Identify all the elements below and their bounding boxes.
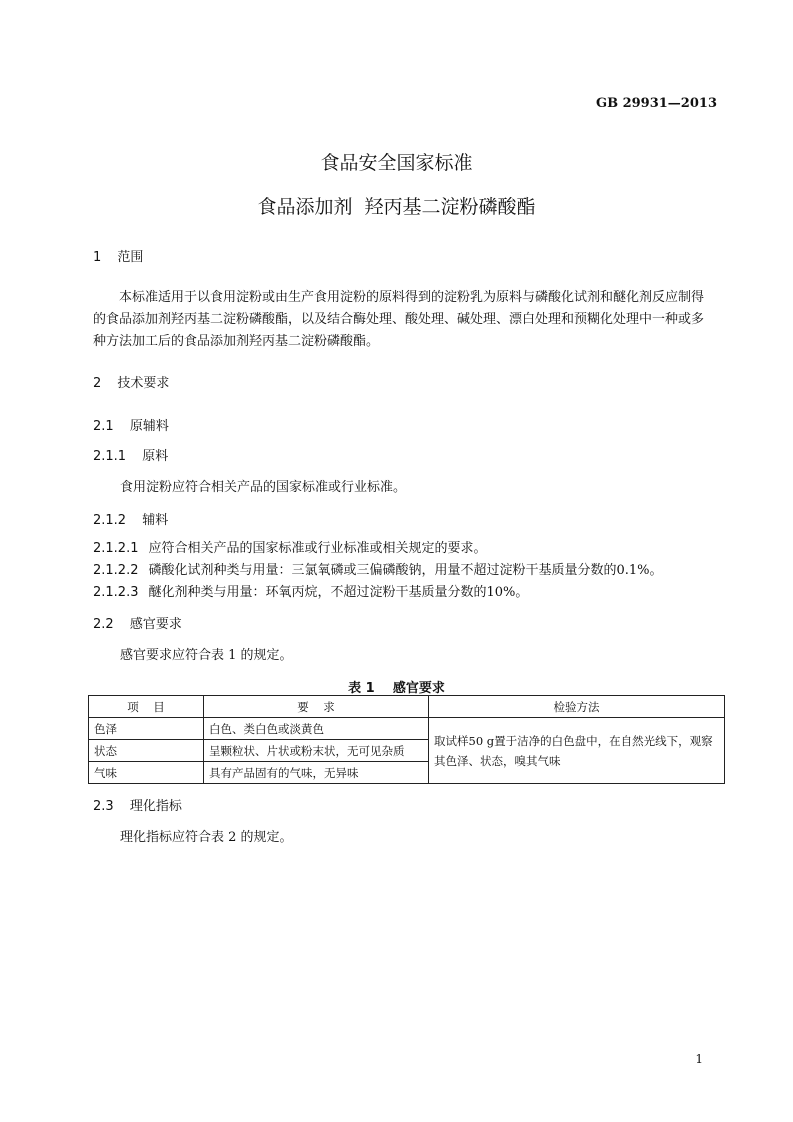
section-2-heading [93, 372, 169, 391]
item-cell: 气味 [89, 762, 204, 784]
section-number: 2.1.2 [93, 513, 127, 528]
section-title: 原料 [142, 449, 169, 464]
section-title: 技术要求 [117, 376, 170, 391]
clause-2-1-2-1 [93, 538, 487, 560]
clause-number: 2.1.2.2 [93, 563, 139, 578]
section-2-1-heading [93, 415, 169, 434]
clause-text: 应符合相关产品的国家标准或行业标准或相关规定的要求。 [148, 541, 487, 556]
table-header-row [89, 696, 725, 718]
scope-paragraph: 本标准适用于以食用淀粉或由生产食用淀粉的原料得到的淀粉乳为原料与磷酸化试剂和醚化剂反应制得的食品添加剂羟丙基二淀粉磷酸酯，以及结合酶处理、酸处理、碱处理、漂白处理和预糊化处理中一种或多种方法加工后的食品添加剂羟丙基二淀粉磷酸酯。 [93, 290, 705, 349]
column-header-item: 项 目 [89, 696, 204, 718]
section-number: 2.1 [93, 419, 114, 434]
requirement-cell: 白色、类白色或淡黄色 [204, 718, 429, 740]
clause-text: 醚化剂种类与用量：环氧丙烷，不超过淀粉干基质量分数的10%。 [148, 585, 529, 600]
section-2-2-heading [93, 613, 182, 632]
method-cell: 取试样50 g置于洁净的白色盘中，在自然光线下，观察其色泽、状态，嗅其气味 [429, 718, 725, 784]
standard-number: GB 29931—2013 [595, 96, 717, 111]
section-title: 原辅料 [129, 419, 169, 434]
section-title: 范围 [117, 250, 144, 265]
clause-number: 2.1.2.3 [93, 585, 139, 600]
sensory-text: 感官要求应符合表 1 的规定。 [120, 648, 293, 663]
section-2-3-heading [93, 795, 182, 814]
section-title: 理化指标 [129, 799, 182, 814]
clause-2-1-2-2 [93, 560, 663, 582]
section-2-1-2-heading [93, 509, 168, 528]
document-title: 食品安全国家标准 [320, 152, 473, 174]
column-header-method: 检验方法 [429, 696, 725, 718]
column-header-requirement: 要 求 [204, 696, 429, 718]
section-number: 2 [93, 376, 102, 391]
clause-text: 磷酸化试剂种类与用量：三氯氧磷或三偏磷酸钠，用量不超过淀粉干基质量分数的0.1%。 [148, 563, 663, 578]
section-number: 2.1.1 [93, 449, 127, 464]
section-number: 2.2 [93, 617, 114, 632]
sensory-table [88, 695, 725, 784]
section-number: 2.3 [93, 799, 114, 814]
requirement-cell: 呈颗粒状、片状或粉末状，无可见杂质 [204, 740, 429, 762]
clause-2-1-2-3 [93, 582, 528, 604]
item-cell: 色泽 [89, 718, 204, 740]
section-title: 辅料 [142, 513, 169, 528]
raw-material-text: 食用淀粉应符合相关产品的国家标准或行业标准。 [120, 480, 407, 495]
item-cell: 状态 [89, 740, 204, 762]
document-subtitle: 食品添加剂 羟丙基二淀粉磷酸酯 [257, 196, 536, 218]
section-2-1-1-heading [93, 445, 168, 464]
section-1-heading [93, 246, 143, 265]
section-number: 1 [93, 250, 102, 265]
page-number: 1 [695, 1052, 703, 1066]
table-1-caption: 表 1 感官要求 [348, 681, 445, 696]
section-title: 感官要求 [129, 617, 182, 632]
physicochemical-text: 理化指标应符合表 2 的规定。 [120, 830, 293, 845]
requirement-cell: 具有产品固有的气味，无异味 [204, 762, 429, 784]
table-row [89, 718, 725, 740]
clause-number: 2.1.2.1 [93, 541, 139, 556]
